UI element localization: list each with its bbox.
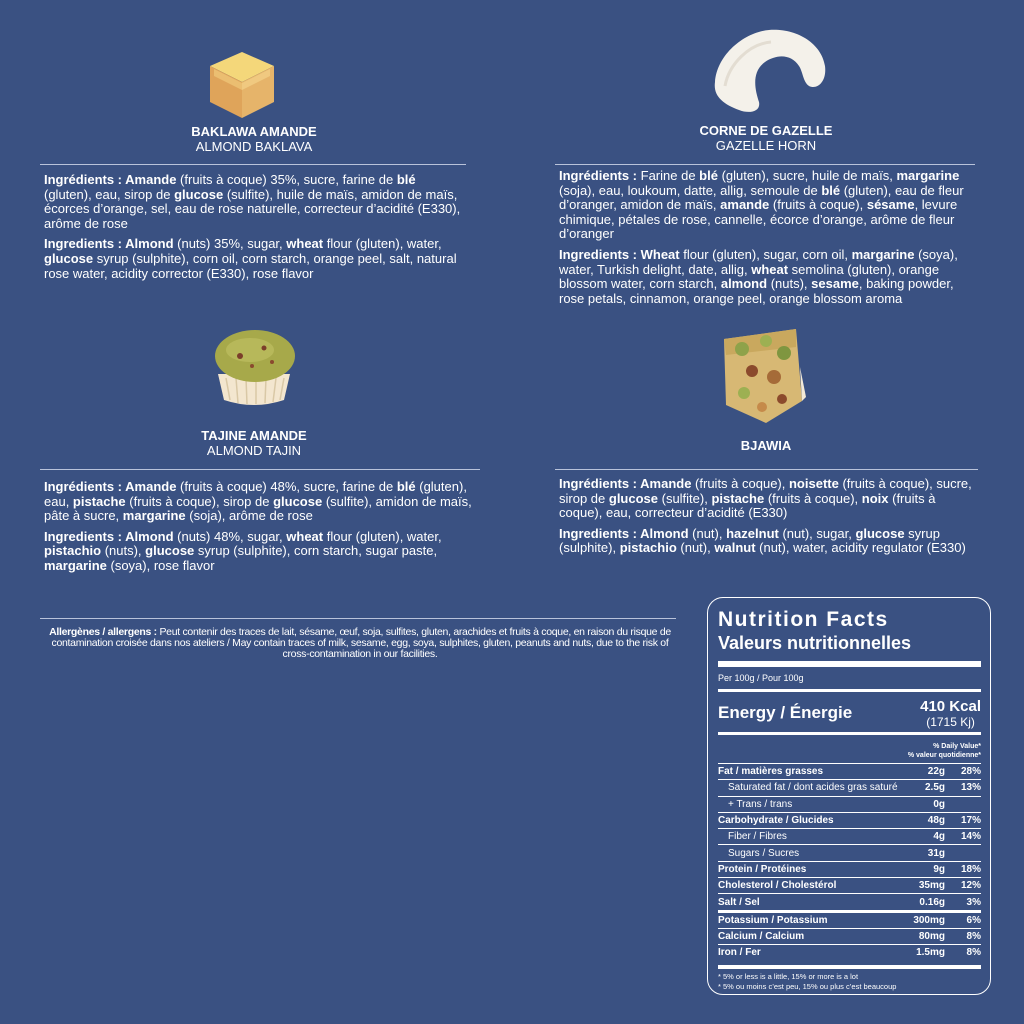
baklawa-image — [204, 38, 280, 120]
nutrient-row — [718, 812, 981, 828]
product-name-bjawia — [666, 438, 866, 453]
nutrient-name: Iron / Fer — [718, 947, 761, 959]
nutrient-row — [718, 763, 981, 779]
nutrient-amount: 300mg — [913, 914, 945, 926]
nutrient-row — [718, 779, 981, 795]
divider — [40, 618, 676, 619]
nutrient-row — [718, 796, 981, 812]
ingredients-baklawa — [44, 173, 464, 287]
product-name-en: GAZELLE HORN — [715, 138, 817, 153]
product-name-gazelle-horn — [666, 123, 866, 153]
nutrient-amount: 0g — [933, 798, 945, 810]
nutrient-row — [718, 893, 981, 909]
ingredients-gazelle-horn — [559, 169, 979, 312]
product-name-tajine — [154, 428, 354, 458]
nutrient-daily-value: 28% — [960, 766, 981, 778]
nutrient-name: Calcium / Calcium — [718, 931, 805, 943]
product-name-fr: TAJINE AMANDE — [201, 428, 307, 443]
serving-size: Per 100g / Pour 100g — [718, 673, 804, 683]
nutrient-name: Protein / Protéines — [718, 863, 807, 875]
nutrition-facts-panel — [707, 597, 991, 995]
daily-value-en: % Daily Value* — [933, 743, 981, 750]
ingredients-fr: Ingrédients : Amande (fruits à coque) 48%, sucre, farine de blé (gluten), eau, pistache (fruits à coque), sirop de glucose (sulfite), amidon de maïs, pâte à sucre, margarine (soja), arôme de rose — [44, 479, 472, 524]
nutrient-daily-value: 18% — [960, 863, 981, 875]
energy-value — [920, 698, 981, 729]
nutrient-name: Saturated fat / dont acides gras saturé — [728, 782, 898, 794]
nutrient-name: Fat / matières grasses — [718, 766, 824, 778]
nutrition-footnote — [718, 965, 981, 992]
nutrient-amount: 48g — [927, 815, 945, 827]
ingredients-fr: Ingrédients : Farine de blé (gluten), sucre, huile de maïs, margarine (soja), eau, loukoum, datte, allig, semoule de blé (gluten), eau de fleur d’oranger, amidon de maïs, amande (fruits à coque), sésame, levure chimique, pétales de rose, cannelle, écorce d’orange, arôme de fleur d’oranger — [559, 168, 964, 242]
energy-kcal: 410 Kcal — [920, 697, 981, 715]
tajine-image — [210, 326, 300, 408]
nutrient-rows — [718, 763, 981, 961]
nutrient-name: Fiber / Fibres — [728, 831, 787, 843]
nutrient-daily-value: 13% — [960, 782, 981, 794]
nutrient-daily-value: 17% — [960, 815, 981, 827]
nutrition-title-fr: Valeurs nutritionnelles — [718, 633, 912, 653]
nutrient-daily-value: 14% — [960, 831, 981, 843]
divider — [718, 689, 981, 692]
nutrient-row — [718, 928, 981, 944]
nutrient-name: Carbohydrate / Glucides — [718, 815, 834, 827]
divider — [555, 164, 975, 165]
nutrient-daily-value: 6% — [966, 914, 981, 926]
nutrient-amount: 9g — [933, 863, 945, 875]
gazelle-horn-image — [705, 24, 829, 116]
nutrient-row — [718, 877, 981, 893]
divider — [718, 732, 981, 735]
nutrient-amount: 4g — [933, 831, 945, 843]
ingredients-bjawia — [559, 477, 979, 562]
footnote-fr: * 5% ou moins c’est peu, 15% ou plus c’est beaucoup — [718, 981, 897, 991]
divider — [555, 469, 978, 470]
ingredients-en: Ingredients : Wheat flour (gluten), sugar, corn oil, margarine (soya), water, Turkish delight, date, allig, wheat semolina (gluten), orange blossom water, corn starch, almond (nuts), sesame, baking powder, rose petals, cinnamon, orange peel, orange blossom aroma — [559, 246, 958, 306]
product-name-fr: BAKLAWA AMANDE — [191, 124, 317, 139]
allergens-notice: Allergènes / allergens : Peut contenir des traces de lait, sésame, œuf, soja, sulfites, gluten, arachides et fruits à coque, en raison du risque de contamination croisée dans nos ateliers / May contain traces of milk, sesame, egg, soya, sulphites, gluten, peanuts and nuts, due to the risk of cross-contamination in our facilities. — [49, 626, 671, 660]
nutrient-amount: 31g — [927, 847, 945, 859]
ingredients-en: Ingredients : Almond (nuts) 48%, sugar, wheat flour (gluten), water, pistachio (nuts), glucose syrup (sulphite), corn starch, sugar paste, margarine (soya), rose flavor — [44, 528, 442, 573]
nutrient-name: Salt / Sel — [718, 896, 760, 908]
nutrient-name: Potassium / Potassium — [718, 914, 828, 926]
nutrient-daily-value: 8% — [966, 931, 981, 943]
nutrient-name: Cholesterol / Cholestérol — [718, 880, 837, 892]
nutrient-daily-value: 8% — [966, 947, 981, 959]
nutrient-amount: 1.5mg — [916, 947, 945, 959]
divider — [40, 164, 466, 165]
nutrient-row — [718, 944, 981, 960]
ingredients-en: Ingredients : Almond (nut), hazelnut (nut), sugar, glucose syrup (sulphite), pistachio (nut), walnut (nut), water, acidity regulator (E330) — [559, 525, 966, 556]
ingredients-fr: Ingrédients : Amande (fruits à coque) 35%, sucre, farine de blé (gluten), eau, sirop de glucose (sulfite), huile de maïs, amidon de maïs, écorces d’orange, sel, eau de rose naturelle, correcteur d’acidité (E330), arôme de rose — [44, 172, 461, 231]
bjawia-image — [722, 327, 808, 425]
product-name-fr: BJAWIA — [740, 438, 792, 453]
product-name-baklawa — [154, 124, 354, 154]
product-name-en: ALMOND TAJIN — [206, 443, 302, 458]
ingredients-en: Ingredients : Almond (nuts) 35%, sugar, wheat flour (gluten), water, glucose syrup (sulphite), corn oil, corn starch, orange peel, salt, natural rose water, acidity corrector (E330), rose flavor — [44, 236, 457, 281]
nutrient-row — [718, 844, 981, 860]
nutrient-row — [718, 828, 981, 844]
nutrient-amount: 80mg — [918, 931, 945, 943]
nutrient-amount: 0.16g — [919, 896, 945, 908]
product-name-fr: CORNE DE GAZELLE — [699, 123, 833, 138]
nutrient-amount: 22g — [927, 766, 945, 778]
divider — [40, 469, 480, 470]
nutrient-daily-value: 3% — [966, 896, 981, 908]
energy-row — [718, 696, 981, 730]
nutrient-name: + Trans / trans — [728, 798, 793, 810]
nutrient-amount: 35mg — [918, 880, 945, 892]
nutrient-name: Sugars / Sucres — [728, 847, 800, 859]
nutrient-row — [718, 861, 981, 877]
nutrient-daily-value: 12% — [960, 880, 981, 892]
ingredients-tajine — [44, 480, 476, 580]
energy-kj: (1715 Kj) — [926, 714, 975, 729]
footnote-en: * 5% or less is a little, 15% or more is a lot — [718, 971, 859, 981]
ingredients-fr: Ingrédients : Amande (fruits à coque), noisette (fruits à coque), sucre, sirop de glucose (sulfite), pistache (fruits à coque), noix (fruits à coque), eau, correcteur d’acidité (E330) — [559, 476, 972, 521]
daily-value-fr: % valeur quotidienne* — [907, 752, 981, 759]
daily-value-header — [718, 739, 981, 763]
product-name-en: ALMOND BAKLAVA — [195, 139, 313, 154]
nutrient-amount: 2.5g — [924, 782, 945, 794]
divider — [718, 661, 981, 667]
nutrient-row — [718, 910, 981, 928]
nutrition-title-en: Nutrition Facts — [718, 608, 889, 631]
energy-label: Energy / Énergie — [718, 703, 853, 722]
